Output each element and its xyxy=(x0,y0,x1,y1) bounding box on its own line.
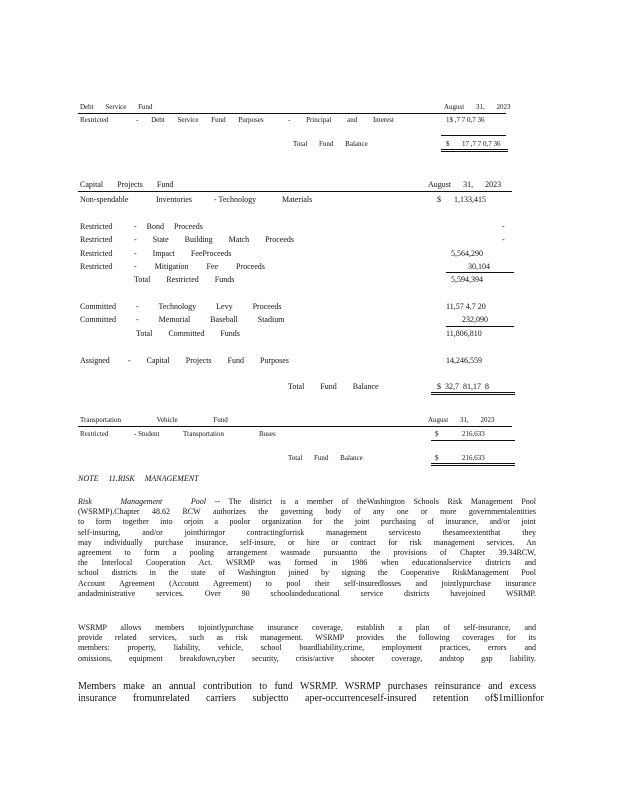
row-label: Restricted xyxy=(80,249,113,258)
note-line: members: property, liability, vehicle, school boardliability,crime, employment practices, errors and xyxy=(78,643,536,653)
debt-service-date: August 31, 2023 xyxy=(444,103,511,111)
restricted-value: 216,633 xyxy=(462,430,485,438)
total-fund-balance-label: Total Fund Balance xyxy=(288,382,379,391)
double-underline xyxy=(431,463,515,464)
divider xyxy=(431,440,515,441)
note-line: andadministrative services. Over 90 schoolandeducational service districts havejoined WSRMP. xyxy=(78,588,536,598)
note-paragraph-1 xyxy=(78,497,536,599)
total-dollar-sign: $ xyxy=(446,140,450,148)
note-line xyxy=(78,497,536,507)
note-paragraph-2 xyxy=(78,623,536,664)
note-line: omissions, equipment breakdown,cyber security, crisis/active shooter coverage, andstop gap liability. xyxy=(78,653,536,663)
nonspendable-value: 1,133,415 xyxy=(454,195,486,204)
transportation-date: August 31, 2023 xyxy=(428,416,495,424)
total-fund-balance-value: 216,633 xyxy=(462,454,485,462)
note-line: self-insuring, and/or jointhiringor contractingforrisk management servicesto thesameextentthat they xyxy=(78,527,536,537)
nonspendable-label: Non-spendable xyxy=(80,195,129,204)
risk-pool-lead: Risk Management Pool xyxy=(78,497,207,506)
row-label: Committed xyxy=(80,315,116,324)
total-committed-label: Total Committed Funds xyxy=(136,329,240,338)
total-fund-balance-value: 17 ,7 7 0,7 36 xyxy=(462,140,501,148)
row-desc: - Memorial Baseball Stadium xyxy=(136,315,285,324)
note-line: may individually purchase insurance, self-insure, or hire or contract for risk management services. An xyxy=(78,537,536,547)
total-fund-balance-label: Total Fund Balance xyxy=(293,140,368,148)
restricted-desc: - Student xyxy=(134,430,160,438)
note-line: the Interlocal Cooperation Act. WSRMP was formed in 1986 when educationalservice districts and xyxy=(78,558,536,568)
note-line: to form together into orjoin a poolor organization for the joint purchasing of insurance, and/or joint xyxy=(78,517,536,527)
note-line: Account Agreement (Account Agreement) to pool their self-insuredlosses and jointlypurchase insurance xyxy=(78,578,536,588)
row-value: - xyxy=(502,235,505,244)
note-heading: NOTE 11.RISK MANAGEMENT xyxy=(78,474,199,483)
restricted-dollar: $ xyxy=(435,430,439,438)
row-desc: - Technology Levy Proceeds xyxy=(136,302,282,311)
row-label: Restricted xyxy=(80,262,113,271)
restricted-desc: - Debt Service Fund Purposes xyxy=(136,116,264,124)
capital-projects-date: August 31, 2023 xyxy=(428,180,502,189)
restricted-value: 1$ ,7 7 0,7 36 xyxy=(446,116,485,124)
transportation-title: Transportation Vehicle Fund xyxy=(80,416,228,424)
note-line: (WSRMP).Chapter 48.62 RCW authorizes the governing body of any one or more governmentalentities xyxy=(78,507,536,517)
note-paragraph-3 xyxy=(78,681,544,705)
divider xyxy=(78,426,512,427)
row-desc: - Impact FeeProceeds xyxy=(134,249,232,258)
note-line: Members make an annual contribution to fund WSRMP. WSRMP purchases reinsurance and excess xyxy=(78,681,536,692)
assigned-label: Assigned xyxy=(80,356,110,365)
row-value: 5,564,290 xyxy=(451,249,483,258)
nonspendable-desc: Materials xyxy=(282,195,313,204)
restricted-desc: Buses xyxy=(259,430,276,438)
restricted-desc: Transportation xyxy=(183,430,224,438)
divider xyxy=(441,135,506,136)
note-line: agreement to form a pooling arrangement wasmade pursuantto the provisions of Chapter 39.34RCW, xyxy=(78,548,536,558)
capital-projects-title: Capital Projects Fund xyxy=(80,180,174,189)
row-label: Restricted xyxy=(80,235,113,244)
double-underline xyxy=(431,465,515,466)
divider xyxy=(78,113,506,114)
row-value: - xyxy=(502,222,505,231)
divider xyxy=(78,191,512,192)
total-fund-balance-label: Total Fund Balance xyxy=(288,454,363,462)
total-restricted-label: Total Restricted Funds xyxy=(134,275,235,284)
assigned-value: 14,246,559 xyxy=(446,356,482,365)
transportation-title-1 xyxy=(80,416,228,424)
double-underline xyxy=(441,151,508,152)
row-desc: - Bond Proceeds xyxy=(134,222,203,231)
note-line: insurance fromunrelated carriers subjectto aper-occurrenceself-insured retention of$1millionfor xyxy=(78,693,544,704)
restricted-label: Restricted xyxy=(80,430,109,438)
nonspendable-dollar: $ xyxy=(437,195,441,204)
divider xyxy=(446,326,514,327)
double-underline xyxy=(441,149,508,150)
row-label: Committed xyxy=(80,302,116,311)
divider xyxy=(446,272,514,273)
restricted-label: Restricted xyxy=(80,116,109,124)
assigned-desc: - Capital Projects Fund Purposes xyxy=(128,356,289,365)
note-text: -- The district is a member of theWashington Schools Risk Management Pool xyxy=(214,497,537,506)
row-value: 232,090 xyxy=(462,315,488,324)
restricted-sub: - Principal and Interest xyxy=(288,116,394,124)
note-line: school districts in the state of Washington joined by signing the Cooperative RiskManagement Pool xyxy=(78,568,536,578)
double-underline xyxy=(431,394,515,395)
row-label: Restricted xyxy=(80,222,113,231)
note-line: WSRMP allows members tojointlypurchase insurance coverage, establish a plan of self-insurance, and xyxy=(78,623,536,632)
row-value: 11,57 4,7 20 xyxy=(446,302,486,311)
row-desc: - State Building Match Proceeds xyxy=(134,235,294,244)
debt-service-title: Debt Service Fund xyxy=(80,103,153,111)
double-underline xyxy=(431,392,515,393)
total-committed-value: 11,806,810 xyxy=(446,329,482,338)
note-line: provide related services, such as risk management. WSRMP provides the following coverages for its xyxy=(78,633,536,643)
total-restricted-value: 5,594,394 xyxy=(451,275,483,284)
row-desc: - Mitigation Fee Proceeds xyxy=(134,262,265,271)
nonspendable-desc: Inventories xyxy=(156,195,192,204)
total-fund-balance-value: $ 32,7 81,17 8 xyxy=(437,382,489,391)
row-value: 30,104 xyxy=(468,262,490,271)
nonspendable-desc: - Technology xyxy=(214,195,257,204)
total-dollar-sign: $ xyxy=(435,454,439,462)
